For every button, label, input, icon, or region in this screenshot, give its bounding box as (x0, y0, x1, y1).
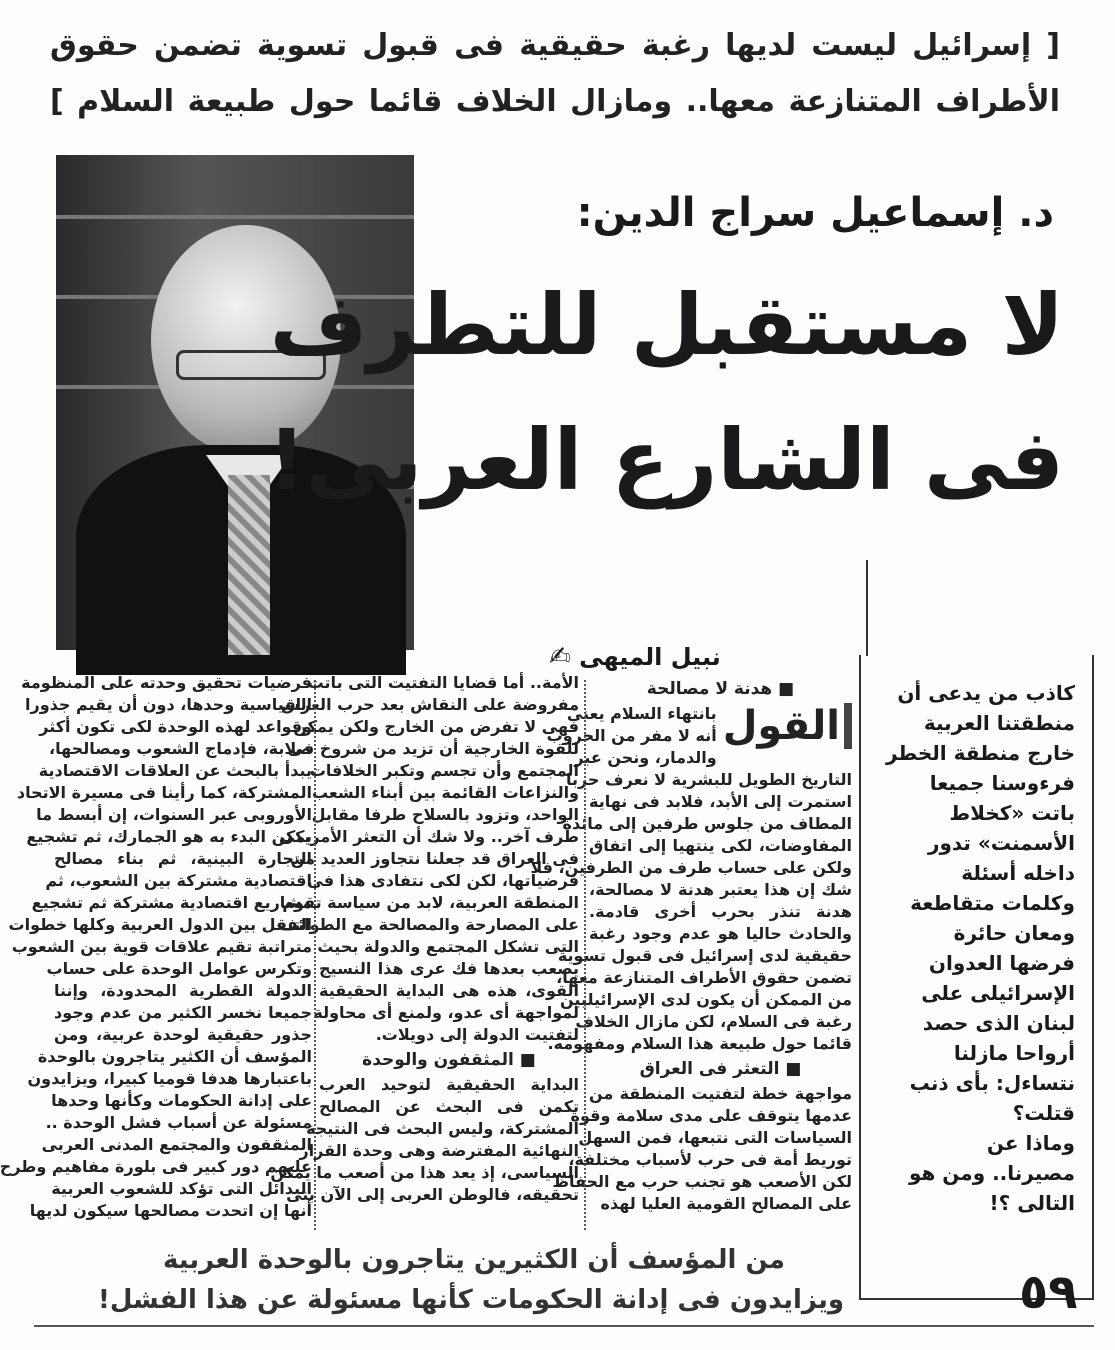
text-line: صلابة، فإدماج الشعوب ومصالحها، (49, 739, 312, 758)
pull-quote-line: ويزايدون فى إدانة الحكومات كأنها مسئولة عن هذا الفشل! (97, 1285, 844, 1315)
text-line: عدمها يتوقف على مدى سلامة وقوة (570, 1106, 852, 1125)
text-line: والنزاعات القائمة بين أبناء الشعب (311, 783, 579, 802)
column-rule (866, 560, 868, 656)
text-line: متراتبة تقيم علاقات قوية بين الشعوب (11, 937, 312, 956)
article-column-2 (270, 672, 579, 1206)
text-line: القوى، هذه هى البداية الحقيقية (319, 981, 579, 1000)
text-line: يصعب بعدها فك عرى هذا النسيج (319, 959, 579, 978)
headline-line: لا مستقبل للتطرف (269, 276, 1064, 374)
text-line: بانتهاء السلام يعنى (566, 704, 717, 723)
headline-line: فى الشارع العربى! (267, 411, 1064, 509)
article-column-1 (530, 675, 852, 1215)
text-line: المشتركة، كما رأينا فى مسيرة الاتحاد (16, 783, 312, 802)
text-line: فهى لا تفرض من الخارج ولكن يمكن (293, 717, 579, 736)
sidebar-line: وماذا عن (986, 1131, 1075, 1155)
text-line: على المصارحة والمصالحة مع الطوائف (278, 915, 579, 934)
text-line: فرضياتها، لكن لكى نتفادى هذا فى (307, 871, 579, 890)
headline-kicker: د. إسماعيل سراج الدين: (576, 190, 1054, 236)
column-divider (314, 680, 316, 1230)
subheading: ■ هدنة لا مصالحة (646, 679, 795, 699)
text-line: يبدأ بالبحث عن العلاقات الاقتصادية (38, 761, 312, 780)
text-line: تكمن فى البحث عن المصالح (319, 1097, 579, 1116)
text-line: الواحد، وتزود بالسلاح طرفا مقابل (311, 805, 579, 824)
text-line: طرف آخر.. ولا شك أن التعثر الأمريكى (278, 827, 579, 846)
text-line: السياسية وحدها، دون أن يقيم جذورا (25, 695, 312, 714)
sidebar-line: داخله أسئلة (961, 861, 1075, 885)
sidebar-line: منطقتنا العربية (923, 711, 1075, 735)
subheading: ■ التعثر فى العراق (639, 1059, 802, 1079)
text-line: النهائية المفترضة وهى وحدة القرار (299, 1141, 579, 1160)
text-line: فى العراق قد جعلنا نتجاوز العديد من (290, 849, 579, 868)
article-column-3 (0, 672, 312, 1222)
pull-quote (97, 1240, 844, 1320)
sidebar-line: لبنان الذى حصد (922, 1011, 1075, 1035)
bottom-rule (34, 1325, 1094, 1327)
sidebar-line: مصيرنا.. ومن هو (908, 1161, 1075, 1185)
text-line: قائما حول طبيعة هذا السلام ومفهومه. (547, 1034, 852, 1053)
text-line: توريط أمة فى حرب لأسباب مختلفة، (568, 1150, 852, 1169)
column-divider (584, 680, 586, 1230)
text-line: مفروضة على النقاش بعد حرب العراق (281, 695, 579, 714)
pull-quote-line: من المؤسف أن الكثيرين يتاجرون بالوحدة العربية (163, 1245, 785, 1275)
sidebar-text (860, 678, 1075, 1218)
text-line: أنها إن اتحدت مصالحها سيكون لديها (29, 1201, 312, 1220)
sidebar-line: وكلمات متقاطعة (910, 891, 1075, 915)
text-line: رغبة فى السلام، لكن مازال الخلاف (575, 1012, 852, 1031)
text-line: وقواعد لهذه الوحدة لكى تكون أكثر (39, 717, 312, 736)
text-line: المنطقة العربية، لابد من سياسة تقوم (282, 893, 579, 912)
page-number: ٥٩ (1019, 1264, 1078, 1320)
text-line: السياسى، إذ يعد هذا من أصعب ما يمكن (270, 1163, 579, 1182)
strapline (50, 18, 1060, 130)
text-line: التاريخ الطويل للبشرية لا نعرف حربا (565, 770, 852, 789)
subheading: ■ المثقفون والوحدة (362, 1050, 536, 1070)
sidebar-line: كاذب من يدعى أن (897, 681, 1075, 705)
text-line: من الممكن أن يكون لدى الإسرائيليين (560, 990, 852, 1009)
text-line: والدمار، ونحن عبر (574, 748, 717, 767)
text-line: الأمة.. أما قضايا التفتيت التى باتت (307, 673, 579, 692)
sidebar-line: الإسرائيلى على (921, 981, 1075, 1005)
text-line: المفاوضات، لكى ينتهيا إلى اتفاق (589, 836, 852, 855)
text-line: جذور حقيقية لوحدة عربية، ومن (54, 1025, 312, 1044)
portrait-photo (56, 155, 414, 650)
text-line: باعتبارها هدفا قوميا كبيرا، ويزايدون (27, 1069, 312, 1088)
text-line: الدولة القطرية المحدودة، وإننا (54, 981, 312, 1000)
text-line: على المصالح القومية العليا لهذه (600, 1194, 852, 1213)
text-line: وتكرس عوامل الوحدة على حساب (46, 959, 312, 978)
sidebar-line: أرواحا مازلنا (953, 1041, 1075, 1065)
text-line: البداية الحقيقية لتوحيد العرب (319, 1075, 579, 1094)
author-name: نبيل الميهى (579, 643, 721, 671)
text-line: عليهم دور كبير فى بلورة مفاهيم وطرح (0, 1157, 312, 1176)
sidebar-line: فرضها العدوان (928, 951, 1075, 975)
strapline-line: [ إسرائيل ليست لديها رغبة حقيقية فى قبول تسوية تضمن حقوق (50, 28, 1060, 63)
text-line: تضمن حقوق الأطراف المتنازعة معها، (556, 968, 852, 987)
text-line: المجتمع وأن تجسم وتكبر الخلافات (309, 761, 579, 780)
strapline-line: الأطراف المتنازعة معها.. ومازال الخلاف قائما حول طبيعة السلام ] (50, 84, 1060, 119)
text-line: هدنة تنذر بحرب أخرى قادمة. (589, 902, 852, 921)
sidebar-line: فرءوسنا جميعا (929, 771, 1075, 795)
text-line: استمرت إلى الأبد، فلابد فى نهاية (589, 792, 852, 811)
text-line: للقوة الخارجية أن تزيد من شروخ فى (287, 739, 579, 758)
pen-icon: ✍ (549, 642, 571, 672)
text-line: والحادث حاليا هو عدم وجود رغبة (589, 924, 852, 943)
sidebar-line: خارج منطقة الخطر (885, 741, 1075, 765)
text-line: اقتصادية مشتركة بين الشعوب، ثم (45, 871, 312, 890)
text-line: المطاف من جلوس طرفين إلى مائدة (562, 814, 852, 833)
text-line: لتفتيت الدولة إلى دويلات. (375, 1025, 579, 1044)
text-line: مواجهة خطة لتفتيت المنطقة من (589, 1084, 852, 1103)
sidebar-line: قتلت؟ (1012, 1101, 1075, 1125)
text-line: حقيقية لدى إسرائيل فى قبول تسوية (557, 946, 852, 965)
sidebar-line: نتساءل: بأى ذنب (909, 1071, 1075, 1095)
text-line: تحقيقه، فالوطن العربى إلى الآن بنى (286, 1185, 579, 1204)
text-line: الأوروبى عبر السنوات، إن أبسط ما (36, 805, 312, 824)
text-line: المثقفون والمجتمع المدنى العربى (41, 1135, 312, 1154)
text-line: ولكن على حساب طرف من الطرفين، فلا (530, 858, 852, 877)
text-line: المؤسف أن الكثير يتاجرون بالوحدة (37, 1047, 312, 1066)
text-line: أنه لا مفر من الحروب (546, 726, 717, 745)
text-line: التجارة البينية، ثم بناء مصالح (54, 849, 312, 868)
text-line: مسئولة عن أسباب فشل الوحدة .. (45, 1113, 312, 1132)
text-line: شك إن هذا يعتبر هدنة لا مصالحة، (589, 880, 852, 899)
text-line: على إدانة الحكومات وكأنها وحدها (51, 1091, 312, 1110)
sidebar-line: باتت «كخلاط (949, 801, 1075, 825)
text-line: لمواجهة أى عدو، ولمنع أى محاولة (313, 1003, 579, 1022)
text-line: السياسات التى نتبعها، فمن السهل (578, 1128, 852, 1147)
text-line: المشتركة، وليس البحث فى النتيجة (306, 1119, 579, 1138)
text-line: التنقل بين الدول العربية وكلها خطوات (8, 915, 312, 934)
text-line: مشاريع اقتصادية مشتركة ثم تشجيع (31, 893, 312, 912)
byline (549, 642, 721, 672)
sidebar-line: الأسمنت» تدور (927, 831, 1075, 855)
text-line: يمكن البدء به هو الجمارك، ثم تشجيع (26, 827, 312, 846)
text-line: لكن الأصعب هو تجنب حرب مع الحفاظ (552, 1172, 852, 1191)
sidebar-line: ومعان حائرة (953, 921, 1075, 945)
text-line: التى تشكل المجتمع والدولة بحيث (317, 937, 579, 956)
text-line: فرضيات تحقيق وحدته على المنظومة (21, 673, 312, 692)
sidebar-line: التالى ؟! (989, 1191, 1075, 1215)
text-line: جميعا نخسر الكثير من عدم وجود (54, 1003, 312, 1022)
text-line: البدائل التى تؤكد للشعوب العربية (51, 1179, 312, 1198)
drop-cap-word: القول (723, 703, 852, 749)
